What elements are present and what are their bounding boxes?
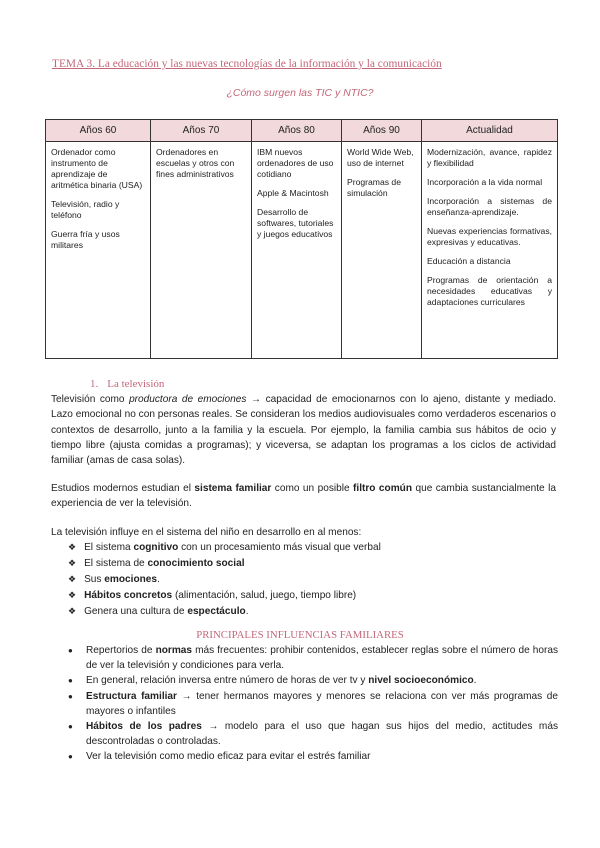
cell-anos-80 xyxy=(252,142,342,359)
list-item: ❖ El sistema de conocimiento social xyxy=(68,556,381,572)
cell-item: Modernización, avance, rapidez y flexibilidad xyxy=(427,147,552,168)
family-influences-heading: PRINCIPALES INFLUENCIAS FAMILIARES xyxy=(196,629,404,641)
text-run: que cambia sustancialmente la experiencia de ver la televisión. xyxy=(51,483,556,510)
cell-item: Guerra fría y usos militares xyxy=(51,229,120,250)
paragraph-family-system xyxy=(51,481,556,512)
cell-anos-60 xyxy=(46,142,151,359)
document-title: TEMA 3. La educación y las nuevas tecnologías de la información y la comunicación xyxy=(52,58,442,70)
text-run: → capacidad de emocionarnos con lo ajeno, distante y mediado. Lazo emocional no con personas reales. Se consideran los medios audiovisuales como verdaderos escenarios o contextos de desarrollo, junto a la familia y la escuela. Por ejemplo, la familia cambia sus hábitos de ocio y tiempo libre (ajusta comidas a programas); y viceversa, se adaptan los programas a los ciclos de actividad familiar (amas de casa solas). xyxy=(51,394,556,467)
cell-anos-90 xyxy=(342,142,422,359)
cell-item: Programas de simulación xyxy=(347,177,401,198)
cell-item: Nuevas experiencias formativas, expresivas y educativas. xyxy=(427,226,552,247)
cell-item: Desarrollo de softwares, tutoriales y juegos educativos xyxy=(257,207,334,239)
header-anos-60: Años 60 xyxy=(46,120,151,142)
list-item: ❖ Sus emociones. xyxy=(68,572,381,588)
list-item: ❖ Hábitos concretos (alimentación, salud, juego, tiempo libre) xyxy=(68,588,381,604)
header-actualidad: Actualidad xyxy=(422,120,558,142)
header-anos-70: Años 70 xyxy=(151,120,252,142)
header-anos-90: Años 90 xyxy=(342,120,422,142)
cell-item: Ordenador como instrumento de aprendizaje de aritmética binaria (USA) xyxy=(51,147,143,190)
table-question-title: ¿Cómo surgen las TIC y NTIC? xyxy=(226,87,374,99)
influence-checklist xyxy=(68,540,381,620)
cell-item: Programas de orientación a necesidades educativas y adaptaciones curriculares xyxy=(427,275,552,307)
cell-actualidad xyxy=(422,142,558,359)
bold-text: sistema familiar xyxy=(194,483,272,494)
cell-item: IBM nuevos ordenadores de uso cotidiano xyxy=(257,147,334,179)
list-item: ● Hábitos de los padres → modelo para el uso que hagan sus hijos del medio, actitudes más descontroladas o controladas. xyxy=(68,719,558,749)
list-item: ❖ El sistema cognitivo con un procesamiento más visual que verbal xyxy=(68,540,381,556)
section-heading-television xyxy=(90,378,164,390)
section-title: La televisión xyxy=(107,378,165,390)
cell-item: Ordenadores en escuelas y otros con fines administrativos xyxy=(156,147,235,179)
text-run: Estudios modernos estudian el xyxy=(51,483,195,494)
cell-anos-70 xyxy=(151,142,252,359)
table-header-row xyxy=(46,120,558,142)
tic-history-table xyxy=(45,119,558,359)
paragraph-influence-intro: La televisión influye en el sistema del niño en desarrollo en al menos: xyxy=(51,527,362,538)
bold-text: filtro común xyxy=(353,483,413,494)
family-influences-list xyxy=(68,643,558,765)
section-number: 1. xyxy=(90,378,99,390)
cell-item: Educación a distancia xyxy=(427,256,511,266)
cell-item: World Wide Web, uso de internet xyxy=(347,147,414,168)
list-item: ❖ Genera una cultura de espectáculo. xyxy=(68,604,381,620)
list-item: ● Repertorios de normas más frecuentes: prohibir contenidos, establecer reglas sobre el número de horas de ver la televisión y condiciones para verla. xyxy=(68,643,558,673)
paragraph-emotions xyxy=(51,392,556,468)
header-anos-80: Años 80 xyxy=(252,120,342,142)
list-item: ● En general, relación inversa entre número de horas de ver tv y nivel socioeconómico. xyxy=(68,673,558,688)
cell-item: Incorporación a sistemas de enseñanza-aprendizaje. xyxy=(427,196,552,217)
list-item: ● Ver la televisión como medio eficaz para evitar el estrés familiar xyxy=(68,749,558,764)
table-row xyxy=(46,142,558,359)
cell-item: Apple & Macintosh xyxy=(257,188,329,198)
text-run: como un posible xyxy=(271,483,354,494)
emphasis-text: productora de emociones xyxy=(129,394,247,405)
cell-item: Televisión, radio y teléfono xyxy=(51,199,120,220)
text-run: Televisión como xyxy=(51,394,130,405)
list-item: ● Estructura familiar → tener hermanos mayores y menores se relaciona con ver más programas de mayores o infantiles xyxy=(68,689,558,719)
cell-item: Incorporación a la vida normal xyxy=(427,177,543,187)
